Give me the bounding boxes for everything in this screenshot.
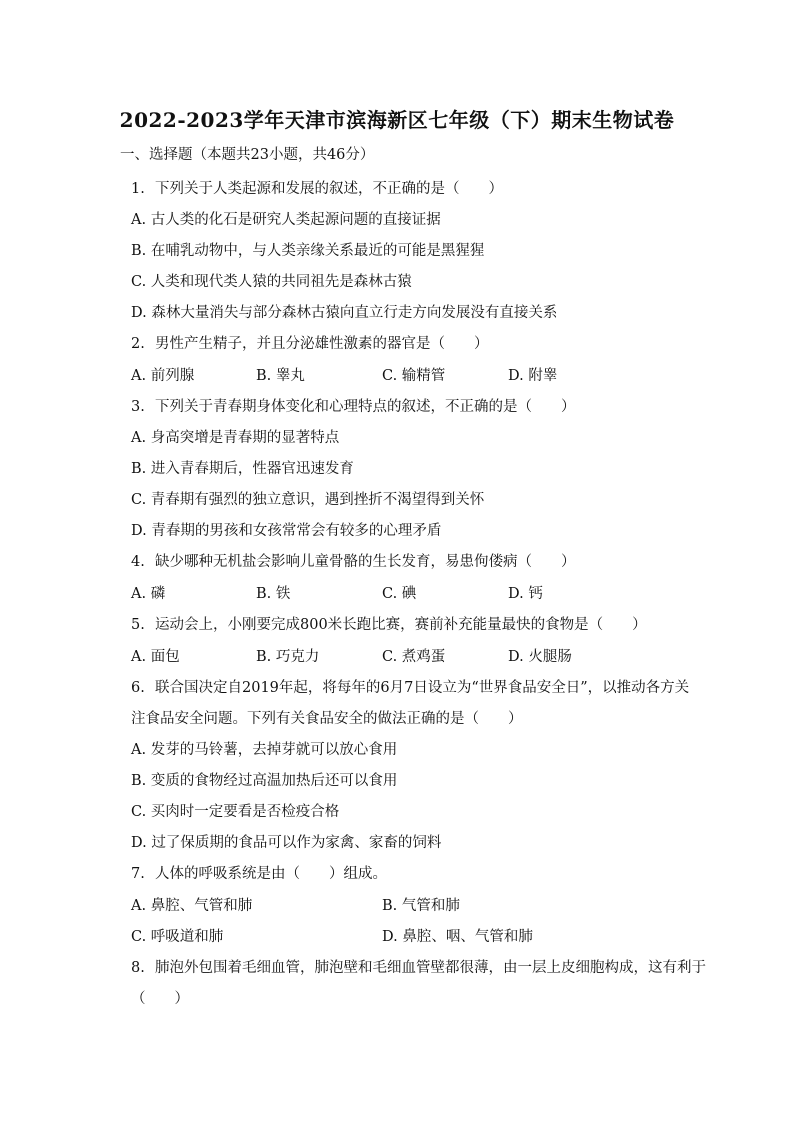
question-number: 1. (131, 181, 145, 197)
question-stem: 人体的呼吸系统是由（ ）组成。 (155, 866, 387, 882)
q6-option-a: A. 发芽的马铃薯，去掉芽就可以放心食用 (131, 742, 398, 758)
q4-option-d: D. 钙 (508, 586, 543, 602)
question-7 (131, 862, 387, 883)
q2-option-a: A. 前列腺 (131, 368, 195, 384)
q1-option-b: B. 在哺乳动物中，与人类亲缘关系最近的可能是黑猩猩 (131, 243, 485, 259)
question-5 (131, 613, 647, 634)
q5-option-a: A. 面包 (131, 649, 180, 665)
q7-option-a: A. 鼻腔、气管和肺 (131, 898, 253, 914)
q5-option-c: C. 煮鸡蛋 (382, 649, 446, 665)
q6-option-b: B. 变质的食物经过高温加热后还可以食用 (131, 773, 398, 789)
q4-option-c: C. 碘 (382, 586, 417, 602)
question-stem: 下列关于人类起源和发展的叙述，不正确的是（ ） (155, 181, 503, 197)
q7-option-d: D. 鼻腔、咽、气管和肺 (382, 929, 533, 945)
question-number: 4. (131, 554, 145, 570)
q1-option-a: A. 古人类的化石是研究人类起源问题的直接证据 (131, 212, 441, 228)
q7-option-c: C. 呼吸道和肺 (131, 929, 224, 945)
question-stem: 缺少哪种无机盐会影响儿童骨骼的生长发育，易患佝偻病（ ） (155, 554, 576, 570)
q7-option-b: B. 气管和肺 (382, 898, 460, 914)
question-stem: 下列关于青春期身体变化和心理特点的叙述，不正确的是（ ） (155, 399, 576, 415)
q6-option-c: C. 买肉时一定要看是否检疫合格 (131, 804, 340, 820)
question-stem: 肺泡外包围着毛细血管，肺泡壁和毛细血管壁都很薄，由一层上皮细胞构成，这有利于 (155, 960, 706, 976)
q3-option-b: B. 进入青春期后，性器官迅速发育 (131, 461, 354, 477)
question-8 (131, 956, 706, 977)
q1-option-c: C. 人类和现代类人猿的共同祖先是森林古猿 (131, 274, 412, 290)
question-3 (131, 395, 576, 416)
page-title: 2022-2023学年天津市滨海新区七年级（下）期末生物试卷 (119, 108, 675, 132)
q5-option-d: D. 火腿肠 (508, 649, 572, 665)
q3-option-d: D. 青春期的男孩和女孩常常会有较多的心理矛盾 (131, 523, 442, 539)
q2-option-d: D. 附睾 (508, 368, 558, 384)
q2-option-c: C. 输精管 (382, 368, 446, 384)
question-1 (131, 177, 503, 198)
question-6-continued: 注食品安全问题。下列有关食品安全的做法正确的是（ ） (131, 711, 523, 727)
question-8-continued: （ ） (131, 991, 189, 1007)
question-number: 8. (131, 960, 145, 976)
question-stem: 运动会上，小刚要完成800米长跑比赛，赛前补充能量最快的食物是（ ） (155, 617, 647, 633)
q3-option-a: A. 身高突增是青春期的显著特点 (131, 430, 340, 446)
q5-option-b: B. 巧克力 (256, 649, 320, 665)
question-number: 5. (131, 617, 145, 633)
q4-option-b: B. 铁 (256, 586, 291, 602)
question-4 (131, 550, 576, 571)
question-stem: 男性产生精子，并且分泌雄性激素的器官是（ ） (155, 336, 489, 352)
q1-option-d: D. 森林大量消失与部分森林古猿向直立行走方向发展没有直接关系 (131, 305, 558, 321)
question-number: 7. (131, 866, 145, 882)
question-stem: 联合国决定自2019年起，将每年的6月7日设立为“世界食品安全日”，以推动各方关 (155, 680, 690, 696)
question-number: 3. (131, 399, 145, 415)
question-number: 2. (131, 336, 145, 352)
q6-option-d: D. 过了保质期的食品可以作为家禽、家畜的饲料 (131, 835, 442, 851)
q2-option-b: B. 睾丸 (256, 368, 305, 384)
question-number: 6. (131, 680, 145, 696)
q3-option-c: C. 青春期有强烈的独立意识，遇到挫折不渴望得到关怀 (131, 492, 485, 508)
question-2 (131, 332, 489, 353)
section-heading: 一、选择题（本题共23小题，共46分） (120, 147, 375, 163)
q4-option-a: A. 磷 (131, 586, 166, 602)
question-6 (131, 676, 689, 697)
